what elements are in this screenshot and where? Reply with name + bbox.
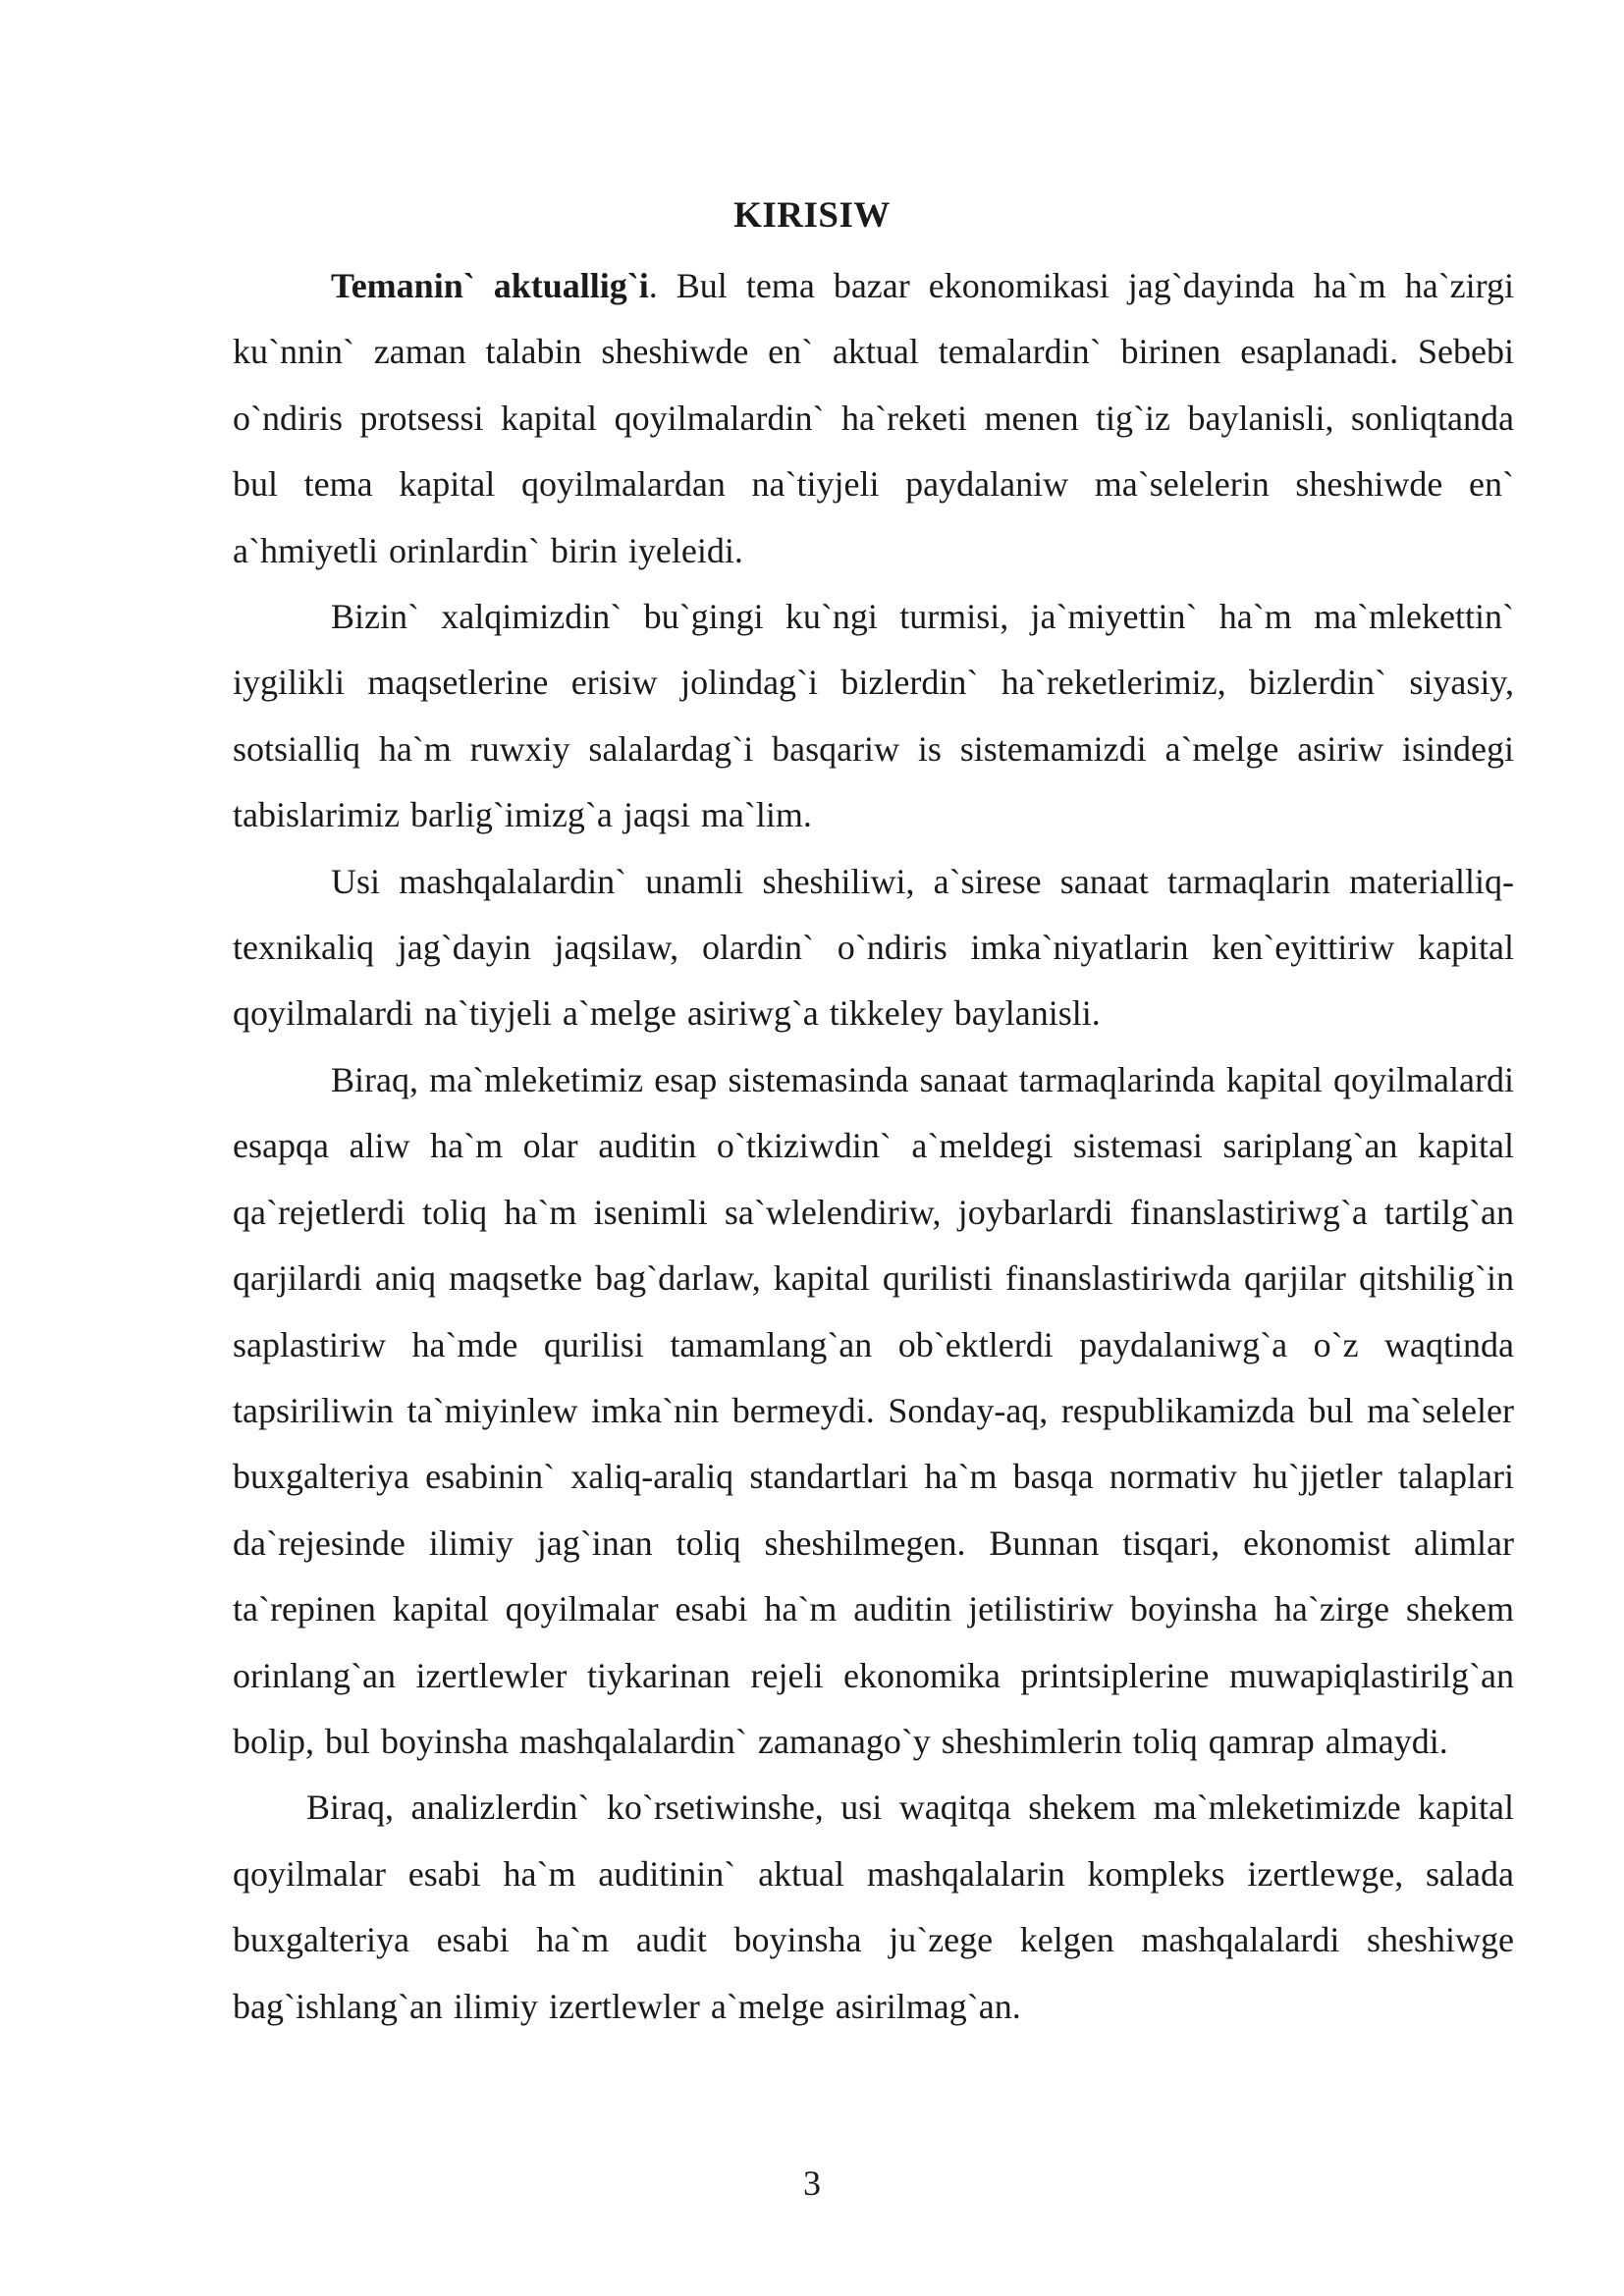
paragraph: Bizin` xalqimizdin` bu`gingi ku`ngi turmisi, ja`miyettin` ha`m ma`mlekettin` iygilikli maqsetlerine erisiw jolindag`i bizlerdin` ha`reketlerimiz, bizlerdin` siyasiy, sotsialliq ha`m ruwxiy salalardag`i basqariw is sistemamizdi a`melge asiriw isindegi tabislarimiz barlig`imizg`a jaqsi ma`lim. — [233, 597, 1514, 835]
paragraph-lead: Temanin` aktuallig`i — [331, 266, 649, 305]
paragraph: Biraq, analizlerdin` ko`rsetiwinshe, usi waqitqa shekem ma`mleketimizde kapital qoyilmalar esabi ha`m auditinin` aktual mashqalalarin kompleks izertlewge, salada buxgalteriya esabi ha`m audit boyinsha ju`zege kelgen mashqalalardi sheshiwge bag`ishlang`an ilimiy izertlewler a`melge asirilmag`an. — [233, 1788, 1514, 2026]
page-number: 3 — [803, 2163, 821, 2203]
paragraph: Usi mashqalalardin` unamli sheshiliwi, a`sirese sanaat tarmaqlarin materialliq-texnikaliq jag`dayin jaqsilaw, olardin` o`ndiris imka`niyatlarin ken`eyittiriw kapital qoyilmalardi na`tiyjeli a`melge asiriwg`a tikkeley baylanisli. — [233, 861, 1514, 1034]
paragraph-text: . Bul tema bazar ekonomikasi jag`dayinda ha`m ha`zirgi ku`nnin` zaman talabin sheshiwde en` aktual temalardin` birinen esaplanadi. Sebebi o`ndiris protsessi kapital qoyilmalardin` ha`reketi menen tig`iz baylanisli, sonliqtanda bul tema kapital qoyilmalardan na`tiyjeli paydalaniw ma`selelerin sheshiwde en` a`hmiyetli orinlardin` birin iyeleidi. — [233, 266, 1514, 570]
paragraph-relevance — [233, 253, 1514, 584]
page-title: KIRISIW — [733, 195, 891, 236]
document-body — [233, 253, 1514, 2040]
paragraph: Biraq, ma`mleketimiz esap sistemasinda sanaat tarmaqlarinda kapital qoyilmalardi esapqa aliw ha`m olar auditin o`tkiziwdin` a`meldegi sistemasi sariplang`an kapital qa`rejetlerdi toliq ha`m isenimli sa`wlelendiriw, joybarlardi finanslastiriwg`a tartilg`an qarjilardi aniq maqsetke bag`darlaw, kapital qurilisti finanslastiriwda qarjilar qitshilig`in saplastiriw ha`mde qurilisi tamamlang`an ob`ektlerdi paydalaniwg`a o`z waqtinda tapsiriliwin ta`miyinlew imka`nin bermeydi. Sonday-aq, respublikamizda bul ma`seleler buxgalteriya esabinin` xaliq-araliq standartlari ha`m basqa normativ hu`jjetler talaplari da`rejesinde ilimiy jag`inan toliq sheshilmegen. Bunnan tisqari, ekonomist alimlar ta`repinen kapital qoyilmalar esabi ha`m auditin jetilistiriw boyinsha ha`zirge shekem orinlang`an izertlewler tiykarinan rejeli ekonomika printsiplerine muwapiqlastirilg`an bolip, bul boyinsha mashqalalardin` zamanago`y sheshimlerin toliq qamrap almaydi. — [233, 1059, 1514, 1761]
